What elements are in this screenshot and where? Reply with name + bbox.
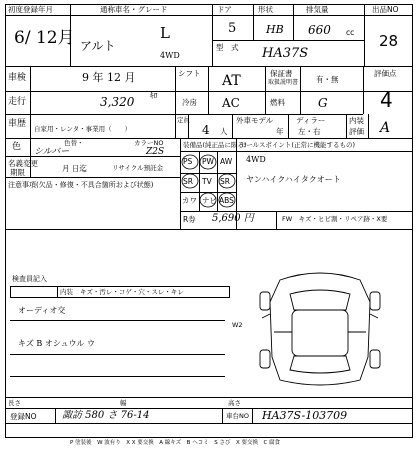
fw-legend: FW キズ・ヒビ割・リペア跡・X要 xyxy=(282,215,388,223)
rule xyxy=(222,408,223,423)
recycle-label: リサイクル預託金 xyxy=(112,164,164,172)
handle-value: 左・右 xyxy=(298,127,321,136)
dealer-label: ディラー xyxy=(296,116,326,125)
shape-label: 形状 xyxy=(258,5,273,14)
equip-sr: SR xyxy=(183,177,193,186)
notes-label: 注意事項(欠品・修復・不具合箇所および状態) xyxy=(8,181,154,189)
rule xyxy=(180,211,413,212)
car-name: アルト xyxy=(80,39,116,53)
equip-pw: PW xyxy=(202,157,214,166)
interior-value: A xyxy=(380,120,391,136)
rule xyxy=(363,66,364,114)
sales-point-1: 4WD xyxy=(246,155,266,164)
ac-value: AC xyxy=(222,96,240,110)
equip-aw: AW xyxy=(220,157,233,166)
capacity-label: 定員 xyxy=(177,116,190,124)
rule xyxy=(368,114,369,138)
length-label: 長さ xyxy=(8,399,21,407)
color-change-label: 色替・ xyxy=(64,139,84,147)
rule xyxy=(30,66,31,138)
recycle-ticket-label: R券 xyxy=(183,215,196,224)
equip-tv: TV xyxy=(202,177,212,186)
grade: L xyxy=(160,24,170,42)
equipment-circles xyxy=(180,151,236,211)
rule xyxy=(253,4,254,40)
rule xyxy=(252,408,253,423)
import-label: 外車モデル xyxy=(236,116,274,125)
chassis-value: HA37S-103709 xyxy=(262,409,348,422)
rule xyxy=(5,91,413,92)
height-label: 高さ xyxy=(228,399,241,407)
cc-unit: cc xyxy=(346,28,355,37)
inspector-label: 検査員記入 xyxy=(12,275,47,283)
capacity-value: 4 xyxy=(202,123,210,137)
rule xyxy=(5,423,413,424)
color-no-value: Z2S xyxy=(146,147,165,157)
rule xyxy=(265,66,266,114)
door-label: ドア xyxy=(217,5,232,14)
first-reg-label: 初度登録年月 xyxy=(8,5,53,14)
diagram-label: W2 xyxy=(232,321,243,329)
rule xyxy=(208,66,209,114)
equip-abs: ABS xyxy=(219,196,234,205)
color-no-label: カラーNO xyxy=(134,139,164,147)
rule xyxy=(212,4,213,66)
rule xyxy=(288,114,289,138)
venue-no-label: 出品NO xyxy=(372,5,399,14)
shift-value: AT xyxy=(222,73,241,89)
rule xyxy=(5,408,413,409)
circle-mark xyxy=(200,155,216,169)
name-grade-label: 通称車名・グレード xyxy=(100,5,168,14)
rule xyxy=(300,66,301,114)
rule xyxy=(30,138,31,177)
car-damage-diagram xyxy=(240,262,400,392)
rule xyxy=(5,177,180,178)
shape: HB xyxy=(266,23,284,36)
name-change-deadline: 期限 xyxy=(10,168,25,177)
equip-sr2: SR xyxy=(220,177,230,186)
rule xyxy=(10,320,225,321)
rating-value: 4 xyxy=(380,88,393,112)
rule xyxy=(10,376,225,377)
equip-ps: PS xyxy=(183,157,193,166)
inspector-note-1: オーディオ交 xyxy=(18,306,66,315)
warranty-value: 有・無 xyxy=(316,75,339,84)
displacement-label: 排気量 xyxy=(306,5,329,14)
circle-mark xyxy=(200,193,216,207)
rule xyxy=(212,40,364,41)
mileage-label: 走行 xyxy=(8,97,27,107)
warranty-sub: 取扱説明書 xyxy=(268,79,299,86)
rule xyxy=(293,4,294,40)
reg-no-value: 諏訪 580 さ 76-14 xyxy=(62,410,150,421)
rating-label: 評価点 xyxy=(374,69,397,78)
inspector-legend: キズ・汚レ・コゲ・穴・スレ・キレ xyxy=(80,288,184,296)
reg-no-label: 登録NO xyxy=(10,412,37,421)
rule xyxy=(5,66,413,67)
rule xyxy=(232,114,233,138)
interior-sub: 評価 xyxy=(349,127,364,136)
history-options: 自家用・レンタ・事業用（ ） xyxy=(34,125,132,133)
rule xyxy=(5,114,363,115)
rule xyxy=(346,114,347,138)
circle-mark xyxy=(219,193,235,207)
rule xyxy=(276,211,277,229)
rule xyxy=(5,15,413,16)
model-code: HA37S xyxy=(262,46,309,61)
bottom-legend: P 塗装後 W 波有り X X 要交換 A 線キズ B ヘコミ S さび X 要交換 C 腐食 xyxy=(70,440,281,446)
rule xyxy=(5,229,413,230)
shift-label: シフト xyxy=(178,69,201,78)
fuel-value: G xyxy=(318,96,328,110)
circle-mark xyxy=(219,174,235,188)
recycle-ticket-value: 5,690 円 xyxy=(212,213,254,224)
rule xyxy=(364,4,365,66)
ac-label: 冷房 xyxy=(182,98,197,107)
sales-points-label: セールスポイント(正常に機能するもの) xyxy=(240,141,355,149)
first-reg-value: 6/ 12月 xyxy=(14,28,75,48)
rule xyxy=(57,286,58,298)
color-label: 色 xyxy=(12,142,22,152)
mileage-value: 3,320 xyxy=(100,95,135,109)
circle-mark xyxy=(182,174,198,188)
rule xyxy=(55,408,56,423)
name-change-value: 月 日迄 xyxy=(62,164,87,173)
inspection-label: 車検 xyxy=(8,73,27,83)
circle-mark xyxy=(182,155,198,169)
doors: 5 xyxy=(228,21,237,36)
name-change-label: 名義変更 xyxy=(8,159,38,168)
mileage-unit: ｷﾛ xyxy=(150,91,158,100)
history-label: 車歴 xyxy=(8,119,27,129)
inspection-value: 9 年 12 月 xyxy=(82,71,136,84)
equip-navi: ナビ xyxy=(202,196,217,205)
equipment-label: 装備品(純正品に限る) xyxy=(183,141,247,149)
interior-tag: 内装 xyxy=(60,288,73,296)
chassis-label: 車台NO xyxy=(226,412,249,420)
rule xyxy=(10,354,225,355)
fuel-label: 燃料 xyxy=(270,98,285,107)
interior-label: 内装 xyxy=(349,116,364,125)
equip-kawa: カワ xyxy=(182,196,197,205)
drive: 4WD xyxy=(160,51,180,60)
color-value: シルバー xyxy=(34,147,70,157)
sales-point-2: ヤンハイクハイタクオート xyxy=(246,175,341,184)
import-value: 年 xyxy=(276,127,284,136)
displacement: 660 xyxy=(308,23,331,37)
width-label: 幅 xyxy=(120,399,127,407)
rule xyxy=(5,397,413,398)
inspector-note-2: キズ B オシュウル ウ xyxy=(18,339,95,348)
lot-no: 28 xyxy=(379,32,399,50)
model-label: 型 式 xyxy=(216,43,239,52)
capacity-unit: 人 xyxy=(220,127,228,136)
rule xyxy=(175,66,176,138)
warranty-label: 保証書 xyxy=(270,69,293,78)
